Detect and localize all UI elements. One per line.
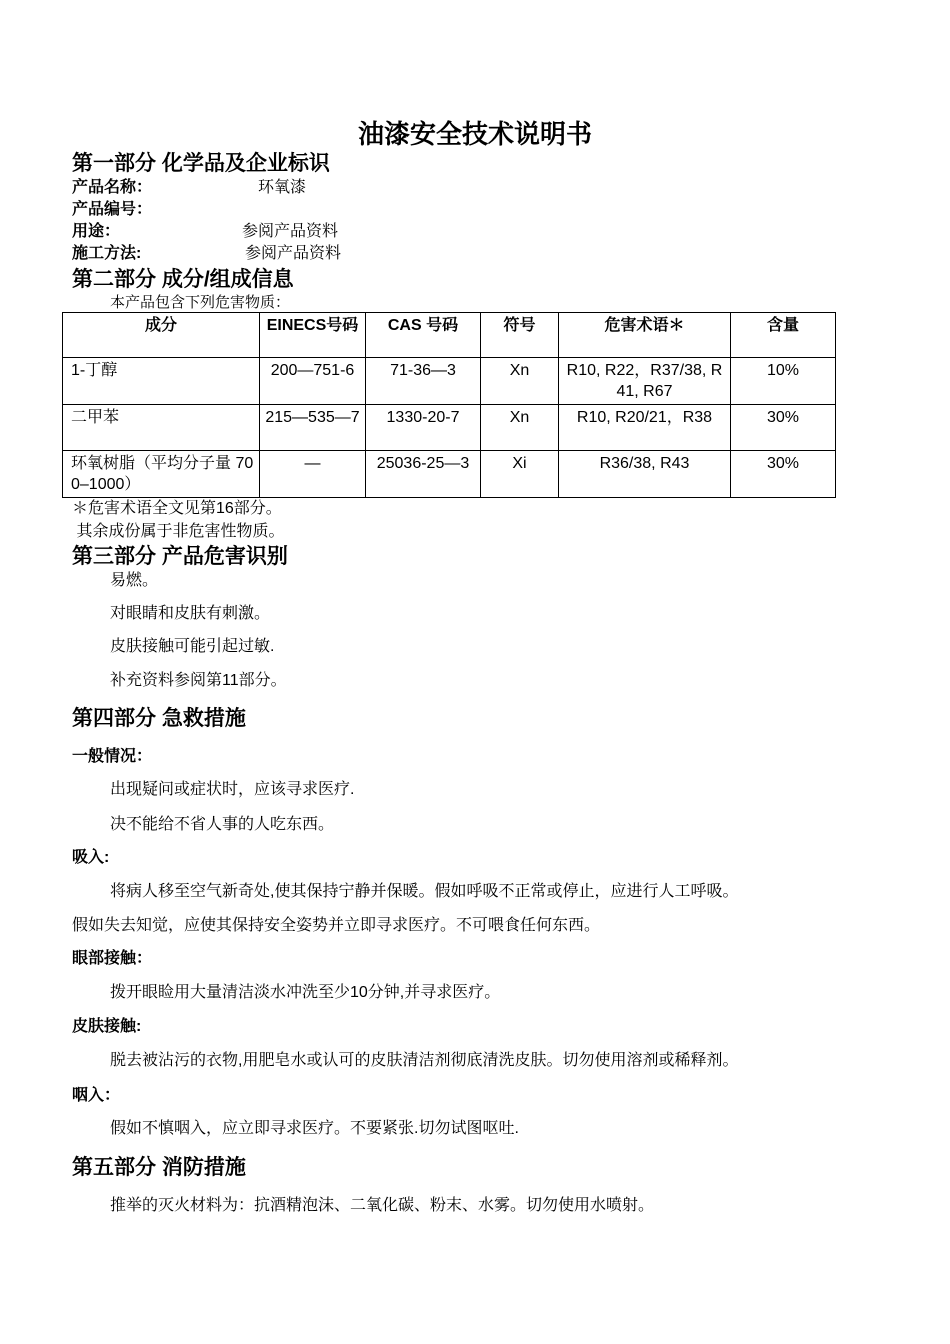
product-code-label: 产品编号： (72, 201, 153, 218)
inhale-line: 假如失去知觉，应使其保持安全姿势并立即寻求医疗。不可喂食任何东西。 (72, 917, 601, 934)
product-name-value: 环氧漆 (258, 179, 307, 196)
eye-contact-label: 眼部接触： (72, 950, 153, 967)
table-cell: 30% (731, 451, 836, 498)
table-header: 成分 (63, 313, 260, 358)
skin-contact-line: 脱去被沾污的衣物,用肥皂水或认可的皮肤清洁剂彻底清洗皮肤。切勿使用溶剂或稀释剂。 (110, 1052, 739, 1069)
table-header: 符号 (481, 313, 559, 358)
part1-heading: 第一部分 化学品及企业标识 (72, 152, 330, 175)
document-title: 油漆安全技术说明书 (357, 119, 592, 149)
table-cell: 30% (731, 405, 836, 451)
hazard-line: 补充资料参阅第11部分。 (110, 672, 287, 689)
part2-intro: 本产品包含下列危害物质： (110, 295, 291, 311)
table-cell: 71-36—3 (366, 358, 481, 405)
part4-heading: 第四部分 急救措施 (72, 707, 246, 730)
swallow-label: 咽入： (72, 1087, 121, 1104)
table-header: 危害术语＊ (559, 313, 731, 358)
composition-table (62, 312, 836, 498)
usage-label: 用途： (72, 223, 121, 240)
hazard-line: 易燃。 (110, 572, 159, 589)
table-cell: 25036-25—3 (366, 451, 481, 498)
table-cell: 二甲苯 (63, 405, 260, 451)
table-cell: R36/38, R43 (559, 451, 731, 498)
part2-heading: 第二部分 成分/组成信息 (72, 268, 294, 291)
table-header: CAS 号码 (366, 313, 481, 358)
part5-heading: 第五部分 消防措施 (72, 1156, 246, 1179)
table-cell: 1-丁醇 (63, 358, 260, 405)
application-method-label: 施工方法: (72, 245, 142, 262)
table-row (63, 451, 836, 498)
table-row (63, 405, 836, 451)
table-cell: 1330-20-7 (366, 405, 481, 451)
general-line: 出现疑问或症状时，应该寻求医疗. (110, 781, 355, 798)
non-hazard-note: 其余成份属于非危害性物质。 (72, 523, 285, 540)
eye-contact-line: 拨开眼睑用大量清洁淡水冲洗至少10分钟,并寻求医疗。 (110, 984, 501, 1001)
table-header: EINECS号码 (260, 313, 366, 358)
table-cell: R10, R22，R37/38, R41, R67 (559, 358, 731, 405)
hazard-line: 皮肤接触可能引起过敏. (110, 638, 275, 655)
general-line: 决不能给不省人事的人吃东西。 (110, 816, 335, 833)
inhale-label: 吸入: (72, 849, 110, 866)
table-cell: — (260, 451, 366, 498)
table-cell: Xn (481, 358, 559, 405)
swallow-line: 假如不慎咽入，应立即寻求医疗。不要紧张.切勿试图呕吐. (110, 1120, 519, 1137)
table-row (63, 358, 836, 405)
hazard-terms-note: ＊危害术语全文见第16部分。 (72, 500, 282, 517)
table-cell: Xn (481, 405, 559, 451)
table-cell: 环氧树脂（平均分子量 700–1000） (63, 451, 260, 498)
table-cell: 10% (731, 358, 836, 405)
table-cell: 200—751-6 (260, 358, 366, 405)
table-cell: Xi (481, 451, 559, 498)
table-cell: R10, R20/21，R38 (559, 405, 731, 451)
table-cell: 215—535—7 (260, 405, 366, 451)
general-label: 一般情况： (72, 748, 153, 765)
fire-fighting-line: 推举的灭火材料为：抗酒精泡沫、二氧化碳、粉末、水雾。切勿使用水喷射。 (110, 1197, 655, 1214)
table-header-row (63, 313, 836, 358)
hazard-line: 对眼睛和皮肤有刺激。 (110, 605, 271, 622)
product-name-label: 产品名称： (72, 179, 153, 196)
application-method-value: 参阅产品资料 (245, 245, 342, 262)
inhale-line: 将病人移至空气新奇处,使其保持宁静并保暖。假如呼吸不正常或停止，应进行人工呼吸。 (110, 883, 739, 900)
part3-heading: 第三部分 产品危害识别 (72, 545, 288, 568)
skin-contact-label: 皮肤接触: (72, 1018, 142, 1035)
table-header: 含量 (731, 313, 836, 358)
usage-value: 参阅产品资料 (242, 223, 339, 240)
